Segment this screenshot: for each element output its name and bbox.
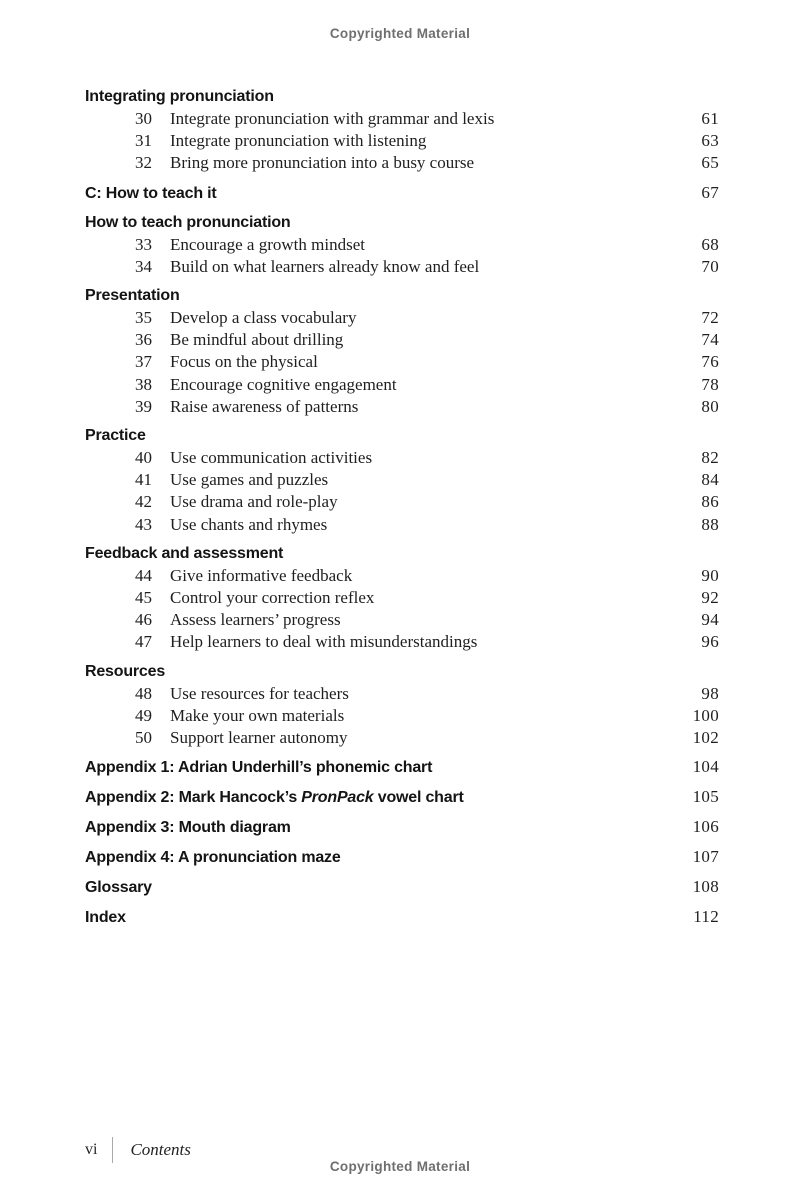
- toc-section: [85, 875, 719, 899]
- toc-heading-row: [85, 815, 719, 839]
- toc-heading: [85, 756, 432, 779]
- toc-item-title: Support learner autonomy: [170, 728, 348, 748]
- toc-heading-row: [85, 181, 719, 205]
- toc-heading-row: [85, 542, 719, 565]
- toc-heading-segment: Resources: [85, 662, 166, 680]
- toc-item-page-number: 94: [701, 610, 719, 630]
- toc-item-title: Encourage a growth mindset: [170, 234, 365, 254]
- copyright-notice-top: Copyrighted Material: [329, 26, 471, 41]
- toc-item: [85, 491, 719, 513]
- toc-item-page-number: 78: [701, 374, 719, 394]
- toc-section: [85, 424, 719, 536]
- toc-section: [85, 845, 719, 869]
- toc-heading: [85, 660, 165, 683]
- toc-item-title: Be mindful about drilling: [170, 330, 344, 350]
- toc-item: [85, 152, 719, 174]
- toc-item-number: 33: [135, 234, 152, 254]
- toc-section: [85, 85, 719, 175]
- toc-section: [85, 815, 719, 839]
- toc-item-page-number: 68: [701, 234, 719, 254]
- toc-item-title: Bring more pronunciation into a busy course: [170, 153, 475, 173]
- toc-section: [85, 284, 719, 418]
- toc-section: [85, 181, 719, 205]
- toc-heading-row: [85, 660, 719, 683]
- toc-heading-segment: Appendix 3: Mouth diagram: [85, 819, 291, 837]
- toc-item-number: 44: [135, 565, 152, 585]
- toc-heading-page-number: 107: [692, 847, 719, 867]
- toc-item-title: Use games and puzzles: [170, 470, 329, 490]
- toc-heading-segment: Appendix 1: Adrian Underhill’s phonemic chart: [85, 759, 433, 777]
- toc-item-number: 35: [135, 308, 152, 328]
- toc-heading-row: [85, 785, 719, 809]
- toc-item: [85, 329, 719, 351]
- toc-item-page-number: 98: [701, 683, 719, 703]
- toc-heading-segment: Appendix 4: A pronunciation maze: [85, 849, 341, 867]
- toc-item: [85, 108, 719, 130]
- toc-item-number: 43: [135, 514, 152, 534]
- toc-heading-row: [85, 284, 719, 307]
- toc-item-page-number: 61: [701, 109, 719, 128]
- toc-heading-row: [85, 845, 719, 869]
- toc-heading-page-number: 105: [692, 787, 719, 807]
- toc-heading-segment: Integrating pronunciation: [85, 88, 274, 105]
- toc-item-number: 32: [135, 153, 152, 173]
- toc-item-page-number: 82: [701, 448, 719, 468]
- toc-item-page-number: 72: [701, 308, 719, 328]
- toc-item-number: 49: [135, 705, 152, 725]
- toc-section: [85, 211, 719, 278]
- toc-item-number: 38: [135, 374, 152, 394]
- toc-item: [85, 447, 719, 469]
- footer-page-number: vi: [85, 1141, 98, 1158]
- toc-item-page-number: 74: [701, 330, 719, 350]
- toc-heading-page-number: 112: [693, 907, 719, 927]
- toc-section: [85, 660, 719, 750]
- toc-item-title: Use resources for teachers: [170, 683, 349, 703]
- toc-item-title: Develop a class vocabulary: [170, 308, 357, 328]
- toc-item: [85, 130, 719, 152]
- toc-heading: [85, 906, 126, 929]
- toc-heading-row: [85, 424, 719, 447]
- toc-heading-segment: C: How to teach it: [85, 184, 217, 202]
- toc-item: [85, 469, 719, 491]
- toc-heading: [85, 846, 341, 869]
- toc-heading-segment: Glossary: [85, 879, 152, 897]
- toc-item-title: Use drama and role-play: [170, 492, 338, 512]
- toc-item-title: Integrate pronunciation with grammar and lexis: [170, 109, 495, 128]
- toc-item-title: Assess learners’ progress: [170, 610, 341, 630]
- toc-heading-row: [85, 875, 719, 899]
- toc-item: [85, 609, 719, 631]
- toc-item: [85, 234, 719, 256]
- toc-heading-segment: Index: [85, 909, 126, 927]
- toc-item-page-number: 102: [692, 728, 719, 748]
- toc-item-title: Build on what learners already know and feel: [170, 256, 480, 276]
- toc-section: [85, 755, 719, 779]
- footer-section-title: Contents: [130, 1140, 191, 1159]
- toc-heading-segment: Presentation: [85, 287, 180, 305]
- toc-heading-page-number: 108: [692, 877, 719, 897]
- toc-item: [85, 727, 719, 749]
- toc-item: [85, 307, 719, 329]
- toc-item: [85, 514, 719, 536]
- toc-item-title: Make your own materials: [170, 705, 345, 725]
- toc-heading: [85, 816, 291, 839]
- toc-heading-row: [85, 211, 719, 234]
- toc-item-number: 39: [135, 396, 152, 416]
- toc-item-page-number: 96: [701, 632, 719, 652]
- toc-item-number: 47: [135, 632, 152, 652]
- toc-item-page-number: 86: [701, 492, 719, 512]
- toc-item-title: Encourage cognitive engagement: [170, 374, 397, 394]
- toc-heading-segment: vowel chart: [373, 789, 464, 807]
- toc-item-page-number: 92: [701, 588, 719, 608]
- toc-item-title: Help learners to deal with misunderstandings: [170, 632, 478, 652]
- toc-item-page-number: 76: [701, 352, 719, 372]
- toc-item-page-number: 65: [701, 153, 719, 173]
- toc-item: [85, 705, 719, 727]
- toc-item-number: 42: [135, 492, 152, 512]
- toc-item-page-number: 70: [701, 256, 719, 276]
- toc-section: [85, 785, 719, 809]
- toc-heading-page-number: 67: [701, 182, 719, 202]
- toc-section: [85, 542, 719, 654]
- toc-item-page-number: 100: [692, 705, 719, 725]
- toc-item: [85, 587, 719, 609]
- toc-heading-segment: Practice: [85, 427, 146, 445]
- toc-item-number: 36: [135, 330, 152, 350]
- toc-heading: [85, 284, 180, 307]
- toc-heading-segment: Feedback and assessment: [85, 544, 284, 562]
- toc-item-page-number: 90: [701, 565, 719, 585]
- toc-item-title: Use chants and rhymes: [170, 514, 328, 534]
- toc-item: [85, 374, 719, 396]
- toc-item: [85, 631, 719, 653]
- toc-heading-segment: How to teach pronunciation: [85, 213, 291, 231]
- toc-item-page-number: 63: [701, 131, 719, 151]
- toc-item-number: 45: [135, 588, 152, 608]
- toc-heading-page-number: 106: [692, 817, 719, 837]
- toc-item-number: 31: [135, 131, 152, 151]
- toc-item-number: 40: [135, 448, 152, 468]
- toc-item-page-number: 84: [701, 470, 719, 490]
- toc-item-title: Control your correction reflex: [170, 588, 375, 608]
- toc-item-page-number: 80: [701, 396, 719, 416]
- toc-heading: [85, 211, 290, 234]
- toc-item-title: Focus on the physical: [170, 352, 318, 372]
- copyright-notice-bottom: Copyrighted Material: [329, 1159, 471, 1174]
- toc-heading: [85, 85, 274, 108]
- toc-heading-row: [85, 905, 719, 929]
- toc-item: [85, 256, 719, 278]
- toc-item: [85, 351, 719, 373]
- toc-item-page-number: 88: [701, 514, 719, 534]
- toc-heading: [85, 424, 146, 447]
- toc-item-number: 50: [135, 728, 152, 748]
- toc-heading-segment: Appendix 2: Mark Hancock’s: [85, 789, 302, 807]
- toc-heading: [85, 876, 152, 899]
- toc-item-number: 48: [135, 683, 152, 703]
- toc-item: [85, 565, 719, 587]
- table-of-contents: [85, 79, 719, 929]
- toc-item-title: Give informative feedback: [170, 565, 353, 585]
- toc-heading-italic-segment: PronPack: [301, 789, 374, 807]
- toc-heading: [85, 786, 464, 809]
- toc-item-number: 30: [135, 109, 152, 128]
- toc-section: [85, 905, 719, 929]
- toc-heading: [85, 182, 217, 205]
- toc-heading-row: [85, 755, 719, 779]
- toc-item-title: Raise awareness of patterns: [170, 396, 359, 416]
- toc-item-number: 37: [135, 352, 152, 372]
- toc-heading-row: [85, 85, 719, 108]
- toc-item-number: 41: [135, 470, 152, 490]
- toc-heading-page-number: 104: [692, 757, 719, 777]
- toc-item: [85, 683, 719, 705]
- toc-item-number: 34: [135, 256, 152, 276]
- toc-item: [85, 396, 719, 418]
- toc-item-title: Integrate pronunciation with listening: [170, 131, 427, 151]
- toc-item-number: 46: [135, 610, 152, 630]
- toc-item-title: Use communication activities: [170, 448, 373, 468]
- toc-heading: [85, 542, 283, 565]
